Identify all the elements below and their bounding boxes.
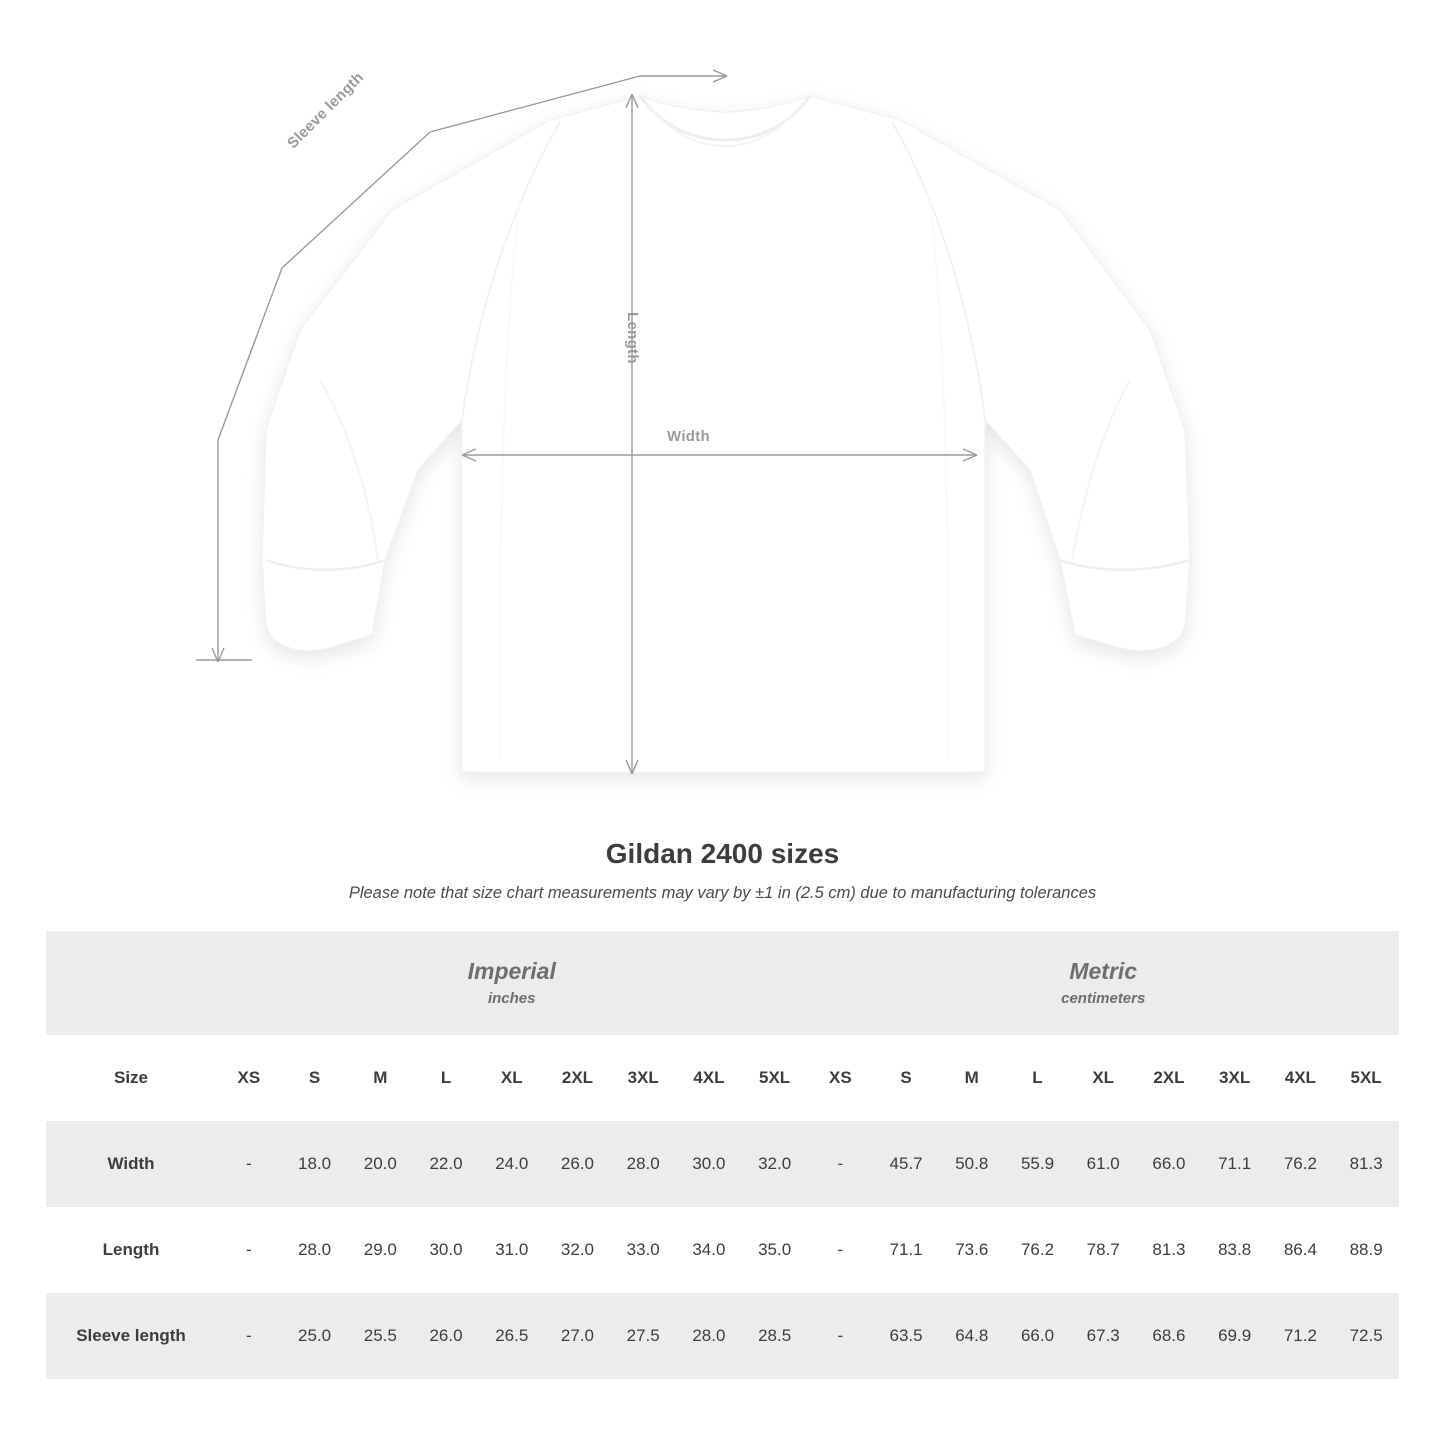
cell-length-metric-l: 76.2 bbox=[1005, 1207, 1071, 1293]
cell-length-metric-m: 73.6 bbox=[939, 1207, 1005, 1293]
cell-width-imperial-2xl: 26.0 bbox=[545, 1121, 611, 1207]
size-header-metric-m: M bbox=[939, 1035, 1005, 1121]
garment-shape bbox=[262, 96, 1190, 772]
unit-group-metric-title: Metric bbox=[1069, 957, 1138, 984]
unit-group-row bbox=[46, 931, 1399, 1035]
cell-width-metric-3xl: 71.1 bbox=[1202, 1121, 1268, 1207]
tolerance-note: Please note that size chart measurements may vary by ±1 in (2.5 cm) due to manufacturing tolerances bbox=[348, 884, 1097, 902]
size-header-metric-xl: XL bbox=[1070, 1035, 1136, 1121]
cell-sleeve-imperial-m: 25.5 bbox=[347, 1293, 413, 1379]
cell-sleeve-metric-l: 66.0 bbox=[1005, 1293, 1071, 1379]
size-header-metric-s: S bbox=[873, 1035, 939, 1121]
cell-width-metric-2xl: 66.0 bbox=[1136, 1121, 1202, 1207]
size-header-metric-5xl: 5XL bbox=[1333, 1035, 1399, 1121]
size-table bbox=[46, 931, 1399, 1379]
cell-width-metric-5xl: 81.3 bbox=[1333, 1121, 1399, 1207]
size-header-imperial-xs: XS bbox=[216, 1035, 282, 1121]
cell-length-metric-4xl: 86.4 bbox=[1268, 1207, 1334, 1293]
cell-width-imperial-s: 18.0 bbox=[282, 1121, 348, 1207]
size-header-row bbox=[46, 1035, 1399, 1121]
cell-length-imperial-xl: 31.0 bbox=[479, 1207, 545, 1293]
cell-length-metric-3xl: 83.8 bbox=[1202, 1207, 1268, 1293]
cell-width-metric-l: 55.9 bbox=[1005, 1121, 1071, 1207]
unit-group-imperial bbox=[216, 931, 807, 1035]
cell-width-metric-xl: 61.0 bbox=[1070, 1121, 1136, 1207]
cell-width-imperial-5xl: 32.0 bbox=[742, 1121, 808, 1207]
cell-width-imperial-3xl: 28.0 bbox=[610, 1121, 676, 1207]
cell-length-imperial-3xl: 33.0 bbox=[610, 1207, 676, 1293]
sleeve-length-dimension-label: Sleeve length bbox=[284, 68, 368, 153]
cell-length-metric-xs: - bbox=[807, 1207, 873, 1293]
cell-sleeve-imperial-s: 25.0 bbox=[282, 1293, 348, 1379]
cell-length-imperial-s: 28.0 bbox=[282, 1207, 348, 1293]
unit-group-metric bbox=[807, 931, 1399, 1035]
cell-length-imperial-xs: - bbox=[216, 1207, 282, 1293]
size-header-imperial-l: L bbox=[413, 1035, 479, 1121]
cell-length-metric-2xl: 81.3 bbox=[1136, 1207, 1202, 1293]
size-header-metric-4xl: 4XL bbox=[1268, 1035, 1334, 1121]
cell-sleeve-imperial-4xl: 28.0 bbox=[676, 1293, 742, 1379]
page-title: Gildan 2400 sizes bbox=[605, 838, 840, 869]
size-header-imperial-m: M bbox=[347, 1035, 413, 1121]
cell-width-imperial-l: 22.0 bbox=[413, 1121, 479, 1207]
cell-width-metric-m: 50.8 bbox=[939, 1121, 1005, 1207]
cell-sleeve-imperial-l: 26.0 bbox=[413, 1293, 479, 1379]
cell-width-imperial-m: 20.0 bbox=[347, 1121, 413, 1207]
cell-sleeve-metric-4xl: 71.2 bbox=[1268, 1293, 1334, 1379]
cell-sleeve-metric-m: 64.8 bbox=[939, 1293, 1005, 1379]
cell-sleeve-metric-s: 63.5 bbox=[873, 1293, 939, 1379]
row-label-width: Width bbox=[46, 1121, 216, 1207]
unit-head-spacer bbox=[46, 931, 216, 1035]
table-row bbox=[46, 1207, 1399, 1293]
cell-sleeve-metric-2xl: 68.6 bbox=[1136, 1293, 1202, 1379]
size-header-metric-xs: XS bbox=[807, 1035, 873, 1121]
cell-sleeve-metric-xl: 67.3 bbox=[1070, 1293, 1136, 1379]
cell-length-metric-xl: 78.7 bbox=[1070, 1207, 1136, 1293]
size-header-imperial-s: S bbox=[282, 1035, 348, 1121]
title-block bbox=[0, 838, 1445, 903]
cell-width-metric-4xl: 76.2 bbox=[1268, 1121, 1334, 1207]
cell-sleeve-metric-xs: - bbox=[807, 1293, 873, 1379]
table-row bbox=[46, 1293, 1399, 1379]
cell-sleeve-imperial-xl: 26.5 bbox=[479, 1293, 545, 1379]
cell-length-imperial-5xl: 35.0 bbox=[742, 1207, 808, 1293]
size-header-label: Size bbox=[46, 1035, 216, 1121]
row-label-length: Length bbox=[46, 1207, 216, 1293]
unit-group-metric-sub: centimeters bbox=[1061, 990, 1146, 1008]
cell-sleeve-imperial-3xl: 27.5 bbox=[610, 1293, 676, 1379]
unit-group-imperial-sub: inches bbox=[487, 990, 536, 1008]
cell-length-imperial-m: 29.0 bbox=[347, 1207, 413, 1293]
cell-length-imperial-l: 30.0 bbox=[413, 1207, 479, 1293]
cell-width-imperial-4xl: 30.0 bbox=[676, 1121, 742, 1207]
width-dimension-label: Width bbox=[667, 428, 711, 445]
row-label-sleeve-length: Sleeve length bbox=[46, 1293, 216, 1379]
cell-width-imperial-xs: - bbox=[216, 1121, 282, 1207]
size-header-imperial-xl: XL bbox=[479, 1035, 545, 1121]
length-dimension-label: Length bbox=[624, 312, 641, 364]
size-header-metric-l: L bbox=[1005, 1035, 1071, 1121]
size-header-metric-2xl: 2XL bbox=[1136, 1035, 1202, 1121]
cell-length-metric-s: 71.1 bbox=[873, 1207, 939, 1293]
cell-width-metric-s: 45.7 bbox=[873, 1121, 939, 1207]
cell-length-imperial-2xl: 32.0 bbox=[545, 1207, 611, 1293]
cell-width-metric-xs: - bbox=[807, 1121, 873, 1207]
cell-sleeve-imperial-2xl: 27.0 bbox=[545, 1293, 611, 1379]
cell-sleeve-metric-5xl: 72.5 bbox=[1333, 1293, 1399, 1379]
size-header-imperial-2xl: 2XL bbox=[545, 1035, 611, 1121]
size-header-metric-3xl: 3XL bbox=[1202, 1035, 1268, 1121]
cell-width-imperial-xl: 24.0 bbox=[479, 1121, 545, 1207]
cell-length-metric-5xl: 88.9 bbox=[1333, 1207, 1399, 1293]
table-row bbox=[46, 1121, 1399, 1207]
size-header-imperial-5xl: 5XL bbox=[742, 1035, 808, 1121]
size-header-imperial-4xl: 4XL bbox=[676, 1035, 742, 1121]
unit-group-imperial-title: Imperial bbox=[467, 957, 556, 984]
size-header-imperial-3xl: 3XL bbox=[610, 1035, 676, 1121]
cell-sleeve-metric-3xl: 69.9 bbox=[1202, 1293, 1268, 1379]
cell-sleeve-imperial-5xl: 28.5 bbox=[742, 1293, 808, 1379]
cell-sleeve-imperial-xs: - bbox=[216, 1293, 282, 1379]
cell-length-imperial-4xl: 34.0 bbox=[676, 1207, 742, 1293]
size-table-wrap bbox=[46, 931, 1399, 1379]
